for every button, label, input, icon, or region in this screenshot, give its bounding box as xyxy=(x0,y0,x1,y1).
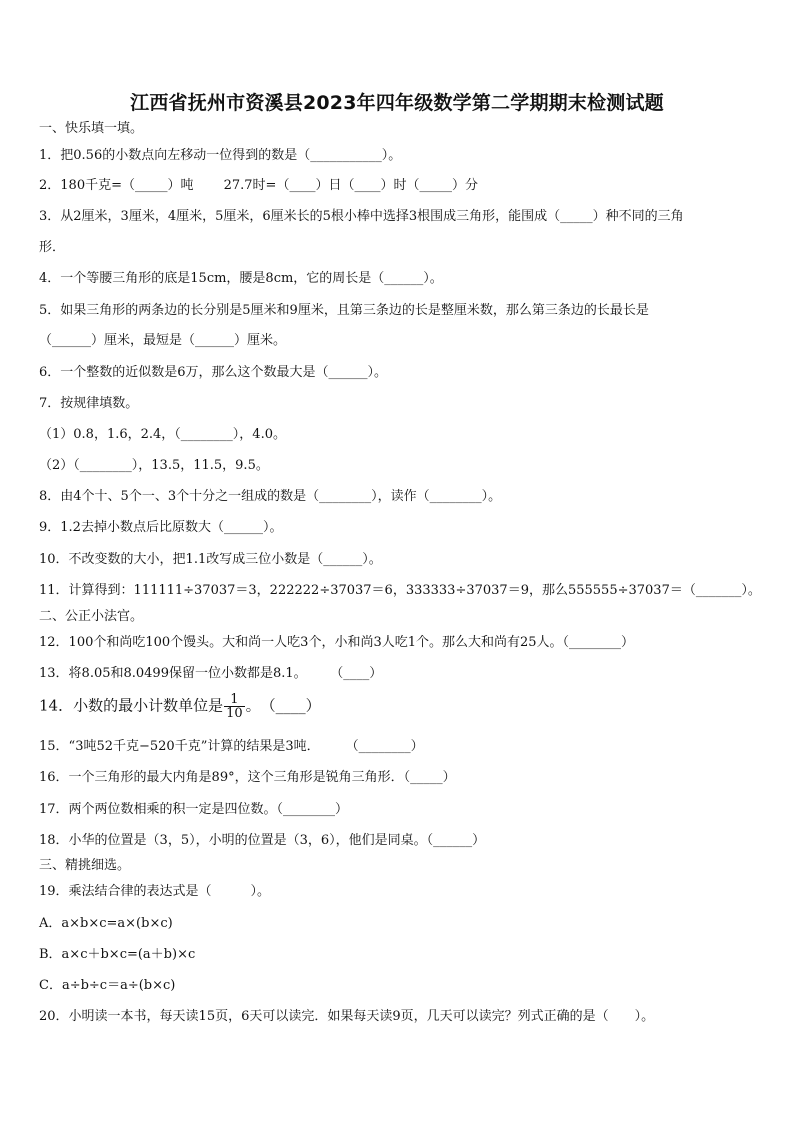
question-4: 4．一个等腰三角形的底是15cm，腰是8cm，它的周长是（______）。 xyxy=(39,271,443,286)
question-2: 2．180千克=（_____）吨 27.7时=（____）日（____）时（_____）分 xyxy=(39,178,478,193)
section-heading-multiple-choice: 三、精挑细选。 xyxy=(39,858,131,873)
question-11: 11．计算得到：111111÷37037＝3，222222÷37037＝6，333333÷37037＝9，那么555555÷37037＝（_______）。 xyxy=(39,583,761,598)
question-19: 19．乘法结合律的表达式是（ ）。 xyxy=(39,884,271,899)
question-5: 5．如果三角形的两条边的长分别是5厘米和9厘米，且第三条边的长是整厘米数，那么第三条边的长最长是 xyxy=(39,303,649,318)
fraction-numerator: 1 xyxy=(224,693,245,707)
question-7-part-2: （2）（________），13.5，11.5，9.5。 xyxy=(39,458,269,473)
question-6: 6．一个整数的近似数是6万，那么这个数最大是（______）。 xyxy=(39,365,388,380)
question-19-option-c: C．a÷b÷c＝a÷(b×c) xyxy=(39,978,176,993)
question-10: 10．不改变数的大小，把1.1改写成三位小数是（______）。 xyxy=(39,552,382,567)
question-14-suffix: 。 （____） xyxy=(245,696,321,715)
fraction-denominator: 10 xyxy=(226,706,243,721)
question-15: 15．“3吨52千克−520千克”计算的结果是3吨． （________） xyxy=(39,739,424,754)
question-7: 7．按规律填数。 xyxy=(39,396,139,411)
question-7-part-1: （1）0.8，1.6，2.4，（________），4.0。 xyxy=(39,427,286,442)
question-16: 16．一个三角形的最大内角是89°，这个三角形是锐角三角形．（_____） xyxy=(39,770,456,785)
question-1: 1．把0.56的小数点向左移动一位得到的数是（___________）。 xyxy=(39,148,402,163)
question-8: 8．由4个十、5个一、3个十分之一组成的数是（________），读作（________）。 xyxy=(39,489,502,504)
section-heading-true-false: 二、公正小法官。 xyxy=(39,609,144,624)
question-20: 20．小明读一本书，每天读15页，6天可以读完．如果每天读9页，几天可以读完？列式正确的是（ ）。 xyxy=(39,1009,655,1024)
question-17: 17．两个两位数相乘的积一定是四位数。（________） xyxy=(39,802,349,817)
question-13: 13．将8.05和8.0499保留一位小数都是8.1。 （____） xyxy=(39,666,383,681)
question-3-continued: 形． xyxy=(39,240,66,255)
question-14-prefix: 14．小数的最小计数单位是 xyxy=(39,696,224,715)
fraction-one-tenth xyxy=(224,693,245,720)
question-19-option-a: A．a×b×c=a×(b×c) xyxy=(39,916,173,931)
question-14 xyxy=(39,693,321,720)
question-12: 12．100个和尚吃100个馒头。大和尚一人吃3个，小和尚3人吃1个。那么大和尚有25人。（________） xyxy=(39,635,635,650)
question-5-continued: （______）厘米，最短是（______）厘米。 xyxy=(39,333,287,348)
section-heading-fill-in: 一、快乐填一填。 xyxy=(39,121,144,136)
question-3: 3．从2厘米，3厘米，4厘米，5厘米，6厘米长的5根小棒中选择3根围成三角形，能围成（_____）种不同的三角 xyxy=(39,209,684,224)
exam-title: 江西省抚州市资溪县2023年四年级数学第二学期期末检测试题 xyxy=(130,92,664,114)
question-18: 18．小华的位置是（3，5），小明的位置是（3，6），他们是同桌。（______） xyxy=(39,833,486,848)
question-9: 9．1.2去掉小数点后比原数大（______）。 xyxy=(39,520,283,535)
question-19-option-b: B．a×c＋b×c=(a＋b)×c xyxy=(39,947,196,962)
